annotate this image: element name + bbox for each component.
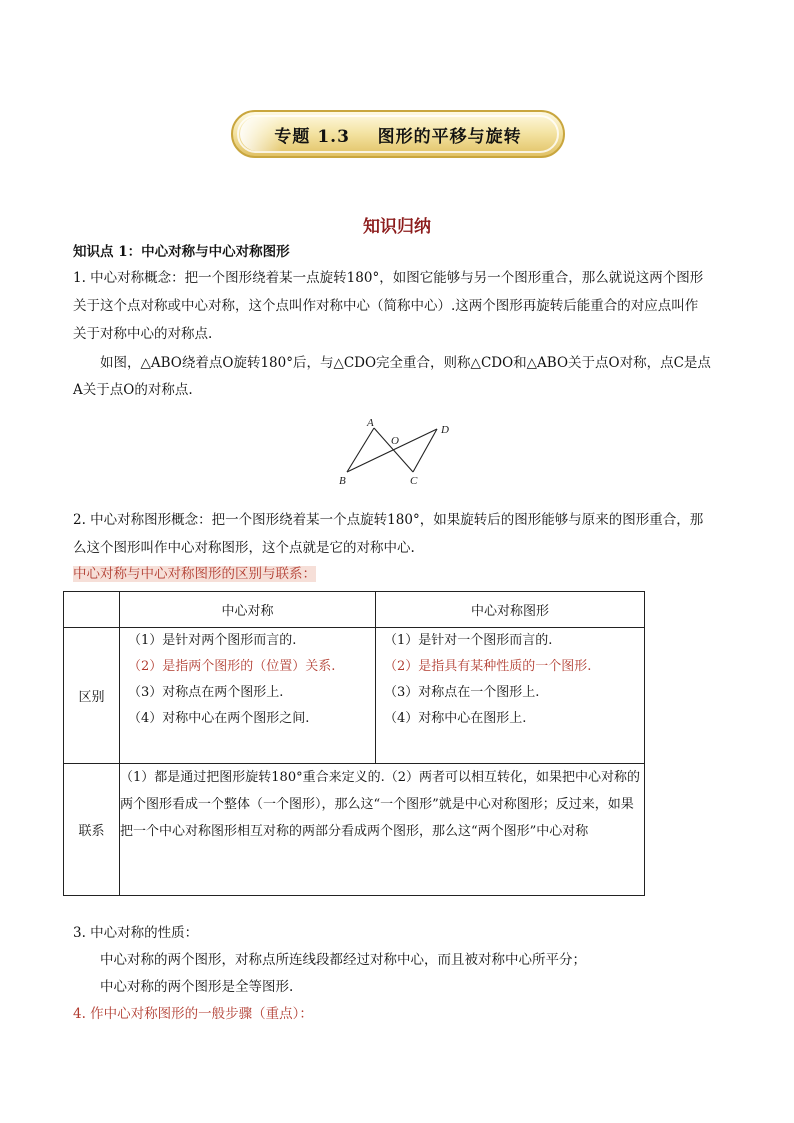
comparison-table [63,591,645,896]
label-o: O [391,435,399,447]
header-center-symmetry: 中心对称 [120,592,376,628]
right-item-3: （3）对称点在一个图形上. [384,685,540,700]
properties-title: 3. 中心对称的性质： [73,925,199,941]
property-item-1: 中心对称的两个图形，对称点所连线段都经过对称中心，而且被对称中心所平分； [100,952,586,968]
topic-title: 图形的平移与旋转 [377,126,522,147]
def1-line1: 1. 中心对称概念：把一个图形绕着某一点旋转180°，如图它能够与另一个图形重合，那么就说这两个图形 [73,270,704,286]
example-line1: 如图，△ABO绕着点O旋转180°后，与△CDO完全重合，则称△CDO和△ABO关于点O对称，点C是点 [100,355,711,371]
relation-text: （1）都是通过把图形旋转180°重合来定义的.（2）两者可以相互转化，如果把中心对称的两个图形看成一个整体（一个图形），那么这“一个图形”就是中心对称图形；反过来，如果把一个中心对称图形相互对称的两部分看成两个图形，那么这“两个图形”中心对称 [120,764,645,896]
right-item-4: （4）对称中心在图形上. [384,711,527,726]
def2-line1: 2. 中心对称图形概念：把一个图形绕着某一个点旋转180°，如果旋转后的图形能够与原来的图形重合，那 [73,512,704,528]
compare-heading: 中心对称与中心对称图形的区别与联系： [73,566,316,582]
page-title [230,108,566,160]
compare-heading-wrap [73,566,316,583]
label-d: D [441,424,449,436]
symmetry-figure [330,412,460,492]
section-title: 知识归纳 [363,217,431,237]
left-item-2: （2）是指两个图形的（位置）关系. [128,659,336,674]
row-label-difference: 区别 [64,628,120,764]
row-label-relation: 联系 [64,764,120,896]
property-item-2: 中心对称的两个图形是全等图形. [100,979,294,995]
right-item-2: （2）是指具有某种性质的一个图形. [384,659,592,674]
left-item-4: （4）对称中心在两个图形之间. [128,711,310,726]
left-item-1: （1）是针对两个图形而言的. [128,633,297,648]
left-diff-cell [120,628,376,764]
label-b: B [339,475,346,487]
right-item-1: （1）是针对一个图形而言的. [384,633,553,648]
label-c: C [410,475,418,487]
def2-line2: 么这个图形叫作中心对称图形，这个点就是它的对称中心. [73,540,415,556]
def1-line2: 关于这个点对称或中心对称，这个点叫作对称中心（简称中心）.这两个图形再旋转后能重合的对应点叫作 [73,298,699,314]
left-item-3: （3）对称点在两个图形上. [128,685,284,700]
steps-title: 4. 作中心对称图形的一般步骤（重点）： [73,1006,313,1022]
segment-dc [413,429,437,472]
topic-label: 专题 1.3 [274,126,350,147]
example-line2: A关于点O的对称点. [73,382,193,398]
def1-line3: 关于对称中心的对称点. [73,326,213,342]
knowledge-point-heading: 知识点 1：中心对称与中心对称图形 [73,244,290,260]
table-corner [64,592,120,628]
label-a: A [367,417,374,429]
right-diff-cell [376,628,645,764]
header-centrosymmetric-figure: 中心对称图形 [376,592,645,628]
